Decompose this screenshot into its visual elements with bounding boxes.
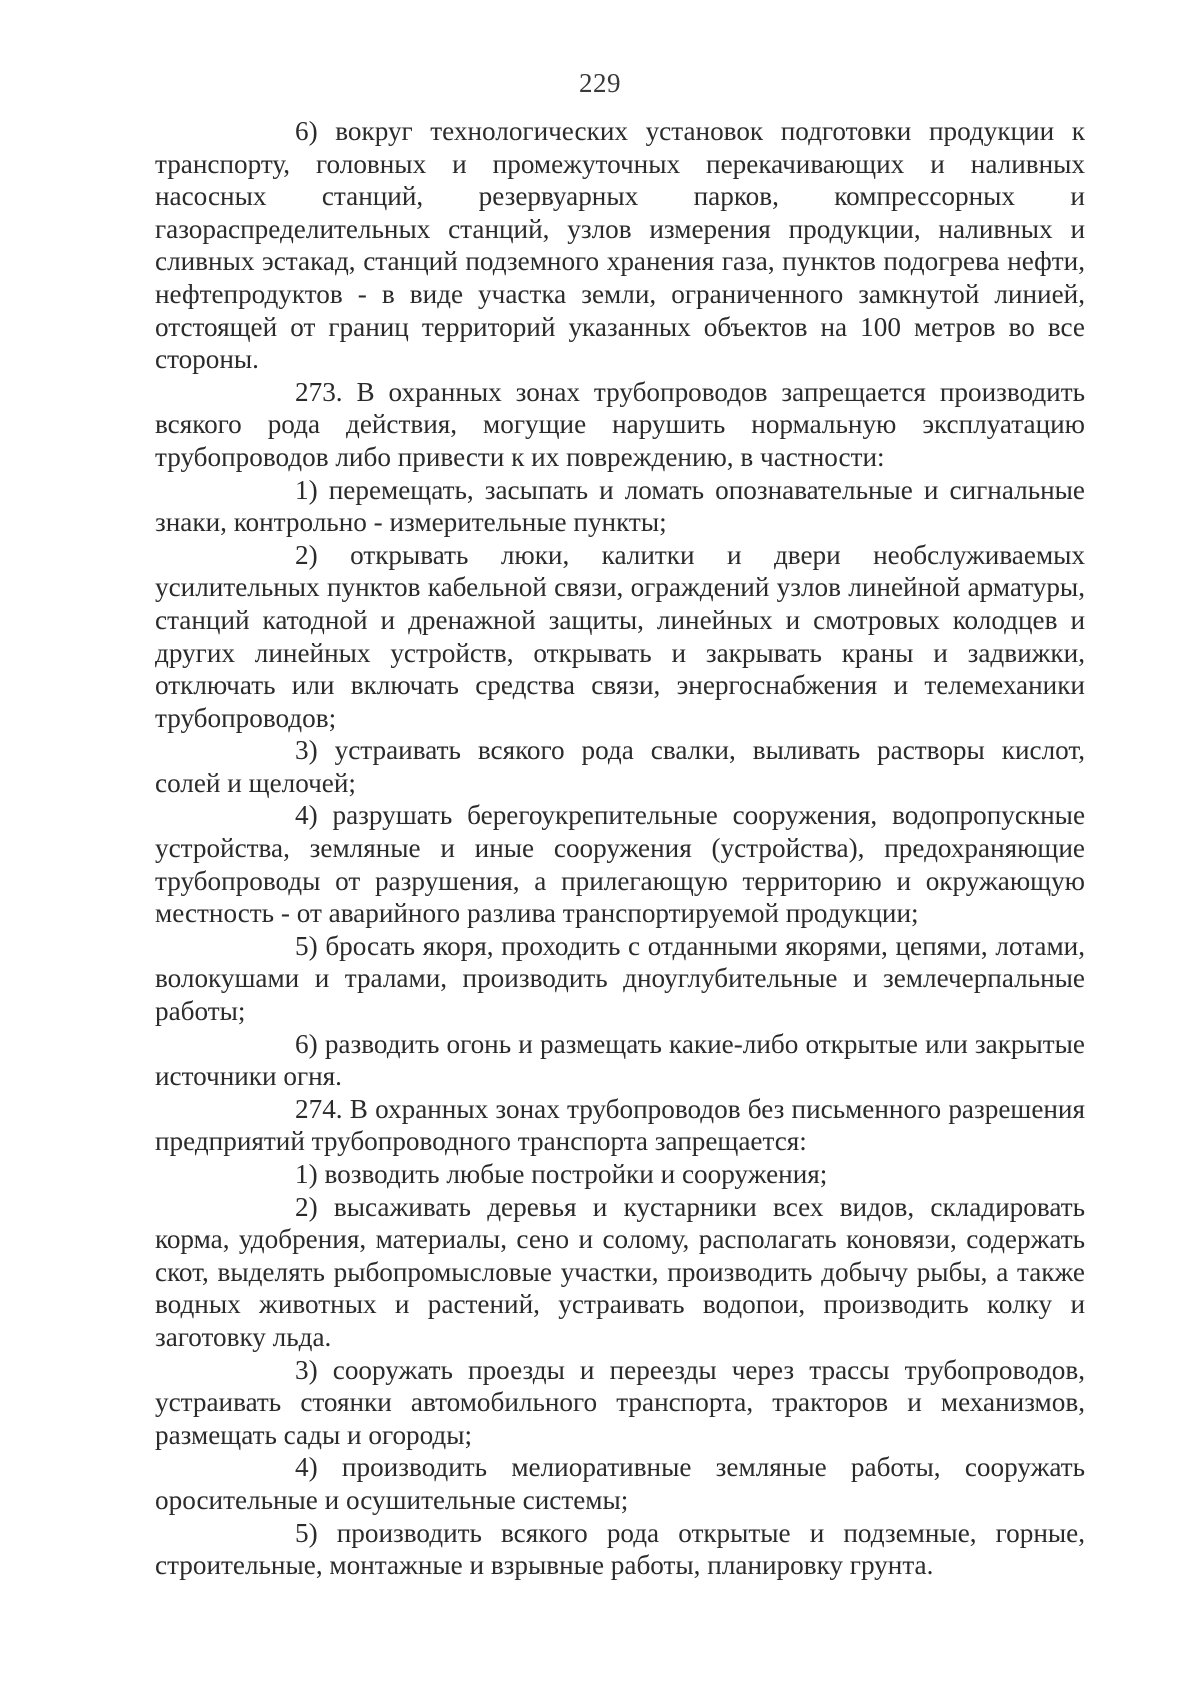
- paragraph-text: разрушать берегоукрепительные сооружения, водопропускные устройства, земляные и иные сооружения (устройства), предохраняющие трубопроводы от разрушения, а прилегающую территорию и окружающую местность - от аварийного разлива транспортируемой продукции;: [155, 800, 1086, 929]
- item-number: 6): [295, 116, 318, 146]
- paragraph-text: В охранных зонах трубопроводов запрещается производить всякого рода действия, могущие нарушить нормальную эксплуатацию трубопроводов либо привести к их повреждению, в частности:: [155, 376, 1085, 472]
- paragraph-text: сооружать проезды и переезды через трассы трубопроводов, устраивать стоянки автомобильного транспорта, тракторов и механизмов, размещать сады и огороды;: [155, 1354, 1086, 1450]
- item-number: 2): [295, 1191, 318, 1222]
- paragraph-text: производить всякого рода открытые и подземные, горные, строительные, монтажные и взрывные работы, планировку грунта.: [155, 1517, 1085, 1581]
- paragraph-text: В охранных зонах трубопроводов без письменного разрешения предприятий трубопроводного транспорта запрещается:: [155, 1093, 1085, 1157]
- item-number: 3): [295, 1354, 318, 1385]
- paragraph-text: возводить любые постройки и сооружения;: [324, 1159, 828, 1189]
- item-number: 5): [295, 1517, 318, 1548]
- paragraph-item-4: [155, 799, 1085, 929]
- item-number: 4): [295, 1452, 318, 1483]
- paragraph-item-3b: [155, 1354, 1085, 1452]
- item-number: 4): [295, 800, 318, 831]
- paragraph-text: перемещать, засыпать и ломать опознавательные и сигнальные знаки, контрольно - измерительные пункты;: [155, 474, 1086, 538]
- item-number: 6): [295, 1028, 318, 1059]
- item-number: 2): [295, 539, 318, 570]
- paragraph-text: открывать люки, калитки и двери необслуживаемых усилительных пунктов кабельной связи, ограждений узлов линейной арматуры, станций катодной и дренажной защиты, линейных и смотровых колодцев и других линейных устройств, открывать и закрывать краны и задвижки, отключать или включать средства связи, энергоснабжения и телемеханики трубопроводов;: [155, 539, 1086, 733]
- paragraph-item-5: [155, 930, 1085, 1028]
- item-number: 3): [295, 735, 318, 766]
- clause-number: 273.: [295, 376, 343, 407]
- paragraph-item-6: [155, 115, 1085, 376]
- paragraph-item-6b: [155, 1028, 1085, 1093]
- paragraph-item-3: [155, 734, 1085, 799]
- paragraph-item-4b: [155, 1451, 1085, 1516]
- item-number: 5): [295, 930, 318, 961]
- paragraph-item-5b: [155, 1517, 1085, 1582]
- paragraph-item-1: [155, 474, 1085, 539]
- paragraph-text: устраивать всякого рода свалки, выливать растворы кислот, солей и щелочей;: [155, 735, 1086, 798]
- paragraph-text: вокруг технологических установок подготовки продукции к транспорту, головных и промежуточных перекачивающих и наливных насосных станций, резервуарных парков, компрессорных и газораспределительных станций, узлов измерения продукции, наливных и сливных эстакад, станций подземного хранения газа, пунктов подогрева нефти, нефтепродуктов - в виде участка земли, ограниченного замкнутой линией, отстоящей от границ территорий указанных объектов на 100 метров во все стороны.: [155, 116, 1085, 375]
- paragraph-text: бросать якоря, проходить с отданными якорями, цепями, лотами, волокушами и тралами, производить дноуглубительные и землечерпальные работы;: [155, 930, 1086, 1027]
- document-body: [155, 115, 1085, 1582]
- item-number: 1): [295, 1159, 318, 1189]
- paragraph-clause-274: [155, 1093, 1085, 1158]
- item-number: 1): [295, 474, 318, 505]
- paragraph-item-2: [155, 539, 1085, 735]
- paragraph-text: производить мелиоративные земляные работы, сооружать оросительные и осушительные системы;: [155, 1452, 1085, 1515]
- page-number: 229: [579, 68, 621, 98]
- clause-number: 274.: [295, 1093, 343, 1124]
- paragraph-text: высаживать деревья и кустарники всех видов, складировать корма, удобрения, материалы, сено и солому, располагать коновязи, содержать скот, выделять рыбопромысловые участки, производить добычу рыбы, а также водных животных и растений, устраивать водопои, производить колку и заготовку льда.: [155, 1191, 1085, 1352]
- paragraph-text: разводить огонь и размещать какие-либо открытые или закрытые источники огня.: [155, 1028, 1085, 1092]
- paragraph-item-2b: [155, 1191, 1085, 1354]
- paragraph-clause-273: [155, 376, 1085, 474]
- paragraph-item-1b: [155, 1158, 1085, 1191]
